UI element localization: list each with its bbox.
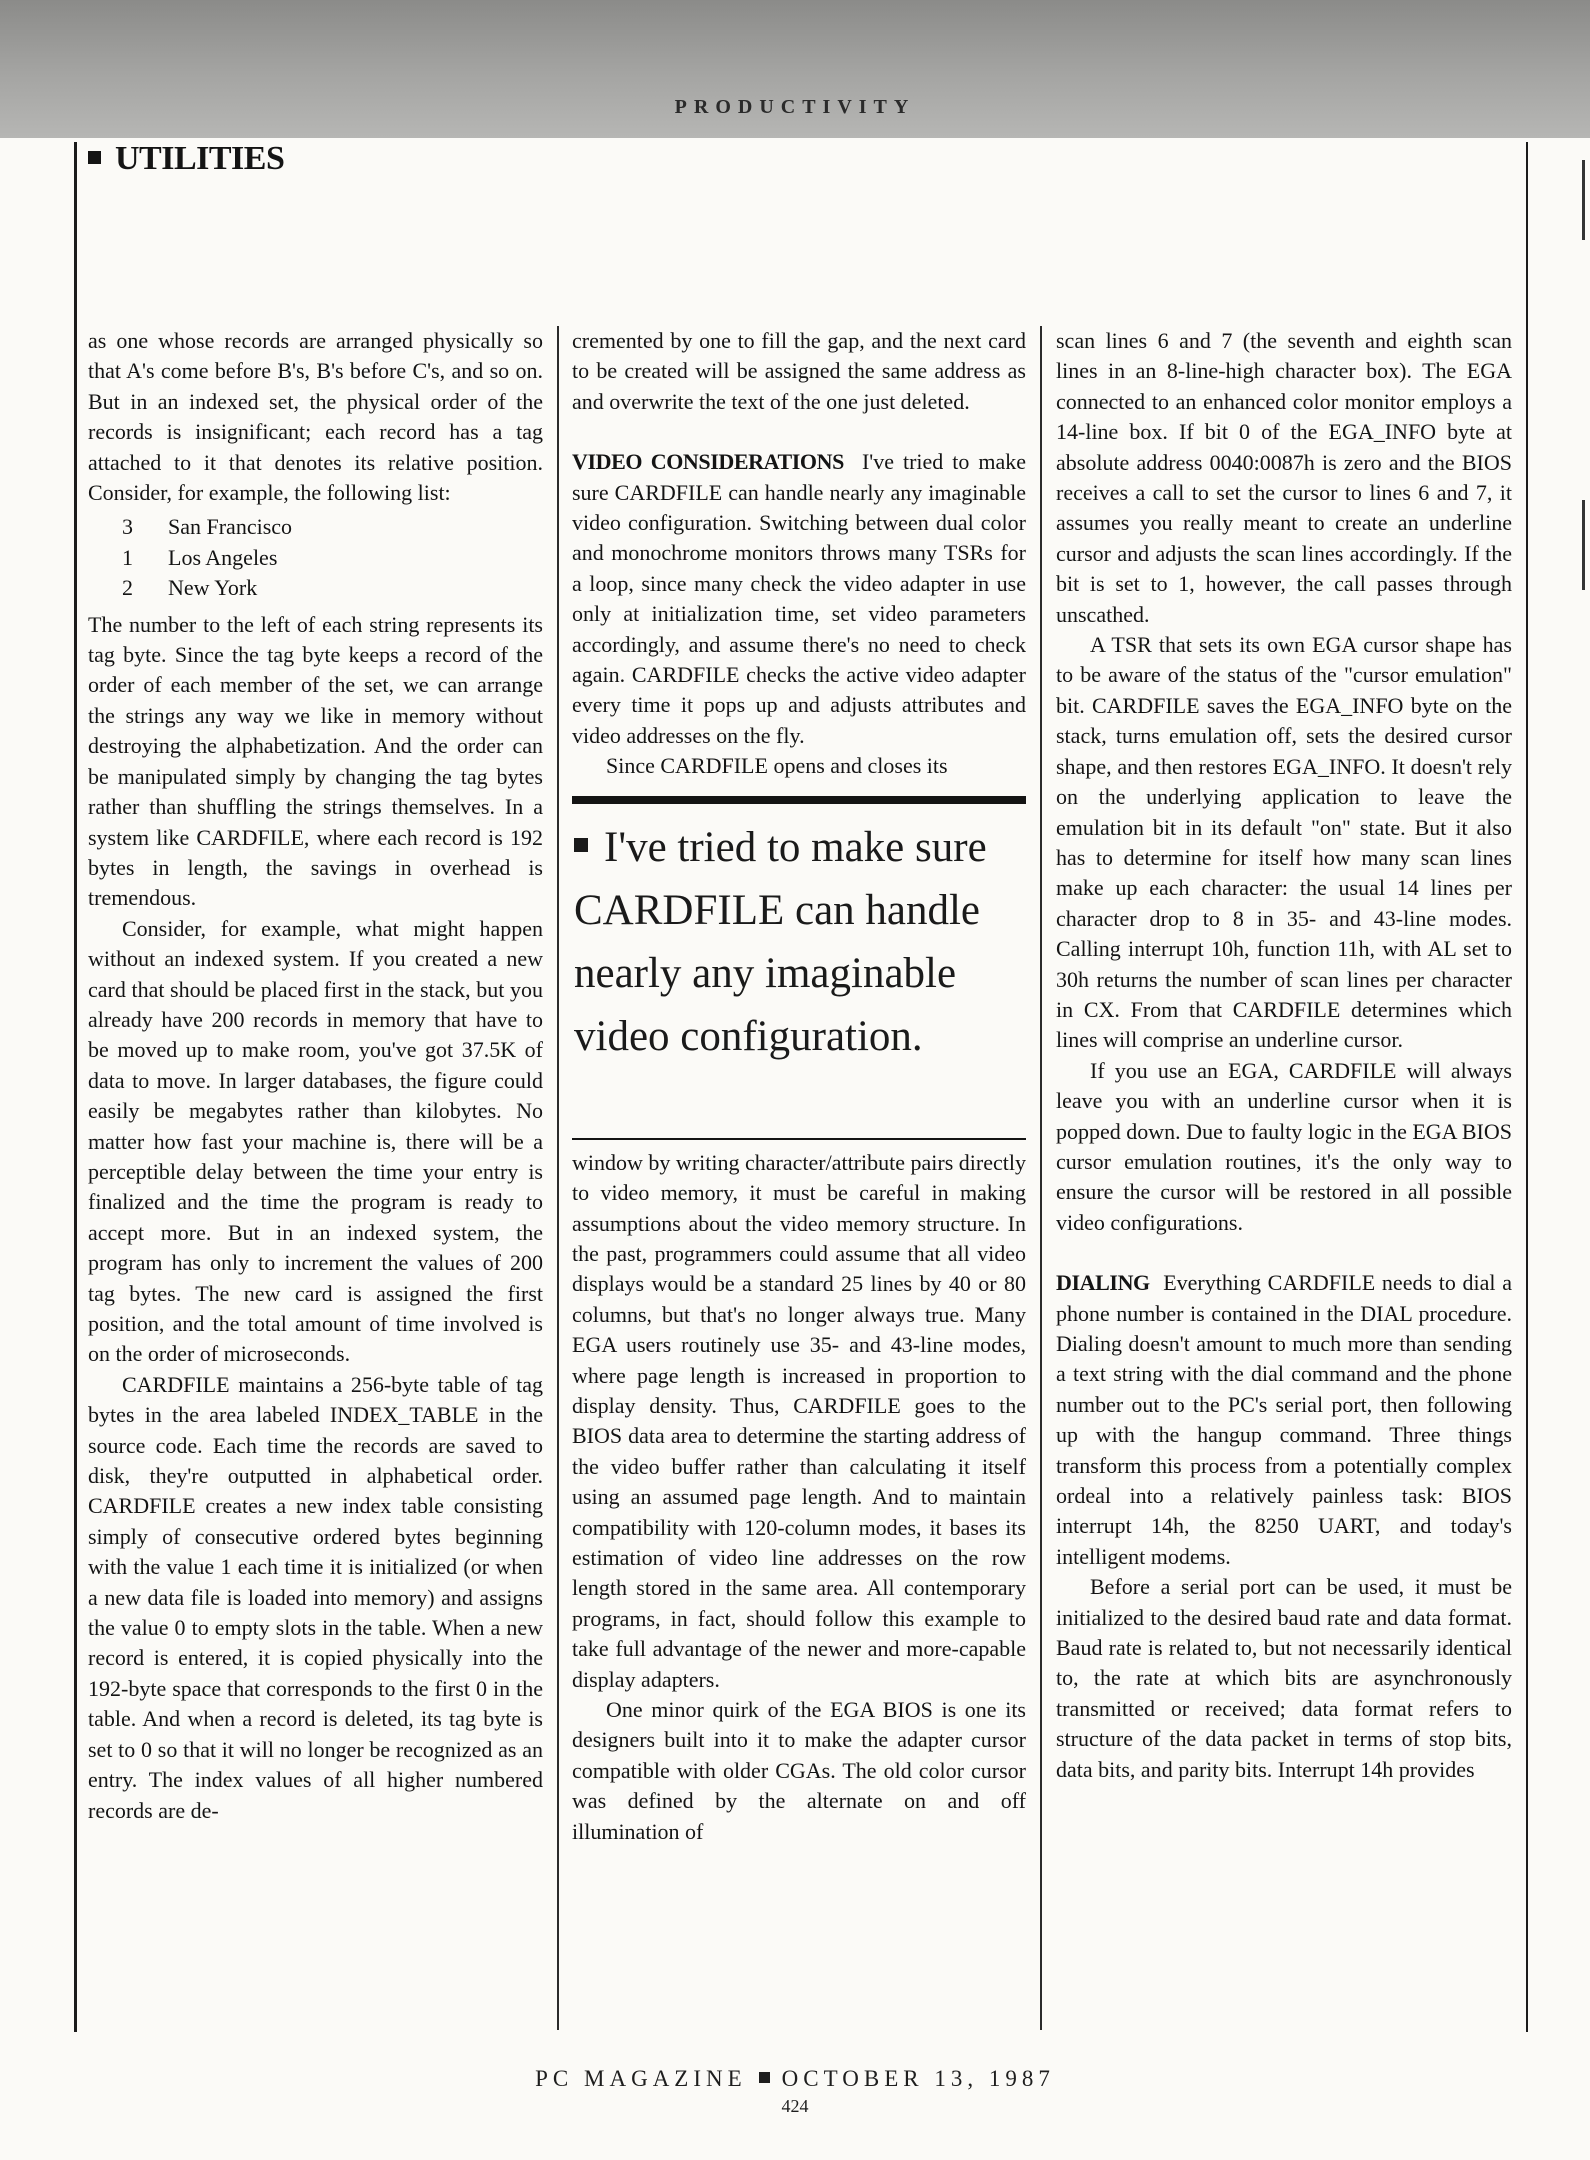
list-item — [122, 543, 543, 573]
column-divider — [1040, 326, 1042, 2030]
department-title: UTILITIES — [115, 140, 285, 177]
article-column-2 — [572, 326, 1026, 2030]
column-divider — [557, 326, 559, 2030]
edge-mark — [1582, 500, 1585, 590]
square-bullet-icon — [574, 838, 588, 852]
subhead-dialing: DIALING — [1056, 1270, 1150, 1296]
list-city: San Francisco — [168, 514, 293, 540]
paragraph: as one whose records are arranged physically so that A's come before B's, B's before C's, and so on. But in an indexed set, the physical order of the records is insignificant; each record has a tag attached to it that denotes its relative position. Consider, for example, the following list: — [88, 328, 543, 506]
paragraph — [1056, 1268, 1512, 1572]
list-city: Los Angeles — [168, 544, 278, 570]
paragraph-text: Everything CARDFILE needs to dial a phone number is contained in the DIAL procedure. Dialing doesn't amount to much more than sending a text string with the dial command and the phone number out to the PC's serial port, then following up with the hangup command. Three things transform this process from a potentially complex ordeal into a relatively painless task: BIOS interrupt 14h, the 8250 UART, and today's intelligent modems. — [1056, 1270, 1512, 1569]
paragraph: If you use an EGA, CARDFILE will always leave you with an underline cursor when it is popped down. Due to faulty logic in the EGA BIOS cursor emulation routines, it's the only way to ensure the cursor will be restored in all possible video configurations. — [1056, 1057, 1512, 1235]
page-number: 424 — [781, 2096, 809, 2116]
left-rule — [74, 142, 77, 2032]
list-number: 3 — [122, 514, 133, 540]
tag-list — [88, 512, 543, 603]
paragraph: Consider, for example, what might happen without an indexed system. If you created a new card that should be placed first in the stack, but you already have 200 records in memory that have to be moved up to make room, you've got 37.5K of data to move. In larger databases, the figure could easily be megabytes rather than kilobytes. No matter how fast your machine is, there will be a perceptible delay between the time your entry is finalized and the time the program is ready to accept more. But in an indexed system, the program has only to increment the values of 200 tag bytes. The new card is assigned the first position, and the total amount of time involved is on the order of microseconds. — [88, 915, 543, 1367]
list-number: 2 — [122, 575, 133, 601]
paragraph: Before a serial port can be used, it must be initialized to the desired baud rate and data format. Baud rate is related to, but not necessarily identical to, the rate at which bits are asynchronously transmitted or received; data format refers to structure of the data packet in terms of stop bits, data bits, and parity bits. Interrupt 14h provides — [1056, 1574, 1512, 1782]
footer-date: OCTOBER 13, 1987 — [781, 2066, 1055, 2091]
list-city: New York — [168, 575, 258, 601]
section-label: PRODUCTIVITY — [674, 96, 916, 118]
paragraph — [572, 447, 1026, 751]
pull-quote-text: I've tried to make sure CARDFILE can handle nearly any imaginable video configuration. — [574, 823, 987, 1060]
list-item — [122, 573, 543, 603]
list-number: 1 — [122, 544, 133, 570]
pull-quote — [572, 796, 1026, 1140]
right-rule — [1526, 142, 1528, 2032]
footer-magazine: PC MAGAZINE — [535, 2066, 747, 2091]
paragraph: One minor quirk of the EGA BIOS is one its designers built into it to make the adapter cursor compatible with older CGAs. The old color cursor was defined by the alternate on and off illumination of — [572, 1697, 1026, 1844]
paragraph: CARDFILE maintains a 256-byte table of tag bytes in the area labeled INDEX_TABLE in the source code. Each time the records are saved to disk, they're outputted in alphabetical order. CARDFILE creates a new index table consisting simply of consecutive ordered bytes beginning with the value 1 each time it is initialized (or when a new data file is loaded into memory) and assigns the value 0 to empty slots in the table. When a new record is entered, it is copied physically into the 192-byte space that corresponds to the first 0 in the table. And when a record is deleted, its tag byte is set to 0 so that it will no longer be recognized as an entry. The index values of all higher numbered records are de- — [88, 1371, 543, 1823]
square-bullet-icon — [759, 2072, 770, 2083]
paragraph: cremented by one to fill the gap, and the next card to be created will be assigned the same address as and overwrite the text of the one just deleted. — [572, 328, 1026, 414]
square-bullet-icon — [88, 151, 101, 164]
article-column-1 — [88, 326, 543, 2030]
article-column-3 — [1056, 326, 1512, 2030]
page-footer — [0, 2066, 1590, 2092]
paragraph: Since CARDFILE opens and closes its — [606, 753, 948, 779]
paragraph: A TSR that sets its own EGA cursor shape has to be aware of the status of the "cursor emulation" bit. CARDFILE saves the EGA_INFO byte on the stack, turns emulation off, sets the desired cursor shape, and then restores EGA_INFO. It doesn't rely on the underlying application to leave the emulation bit in its default "on" state. But it also has to determine for itself how many scan lines make up each character: the usual 14 lines per character drop to 8 in 35- and 43-line modes. Calling interrupt 10h, function 11h, with AL set to 30h returns the number of scan lines per character in CX. From that CARDFILE determines which lines will comprise an underline cursor. — [1056, 632, 1512, 1053]
department-heading — [88, 140, 284, 178]
paragraph: The number to the left of each string represents its tag byte. Since the tag byte keeps a record of the order of each member of the set, we can arrange the strings any way we like in memory without destroying the alphabetization. And the order can be manipulated simply by changing the tag bytes rather than shuffling the strings themselves. In a system like CARDFILE, where each record is 192 bytes in length, the savings in overhead is tremendous. — [88, 611, 543, 911]
list-item — [122, 512, 543, 542]
paragraph-text: I've tried to make sure CARDFILE can handle nearly any imaginable video configuration. Switching between dual color and monochrome monitors throws many TSRs for a loop, since many check the video adapter in use only at initialization time, set video parameters accordingly, and assume there's no need to check again. CARDFILE checks the active video adapter every time it pops up and adjusts attributes and video addresses on the fly. — [572, 449, 1026, 748]
subhead-video: VIDEO CONSIDERATIONS — [572, 449, 844, 475]
edge-mark — [1582, 160, 1585, 240]
paragraph: scan lines 6 and 7 (the seventh and eighth scan lines in an 8-line-high character box). The EGA connected to an enhanced color monitor employs a 14-line box. If bit 0 of the EGA_INFO byte at absolute address 0040:0087h is zero and the BIOS receives a call to set the cursor to lines 6 and 7, it assumes you really meant to create an underline cursor and adjusts the scan lines accordingly. If the bit is set to 1, however, the call passes through unscathed. — [1056, 328, 1512, 627]
paragraph: window by writing character/attribute pairs directly to video memory, it must be careful in making assumptions about the video memory structure. In the past, programmers could assume that all video displays would be a standard 25 lines by 40 or 80 columns, but that's no longer always true. Many EGA users routinely use 35- and 43-line modes, where page length is increased in proportion to display density. Thus, CARDFILE goes to the BIOS data area to determine the starting address of the video buffer rather than calculating it itself using an assumed page length. And to maintain compatibility with 120-column modes, it bases its estimation of video line addresses on the row length stored in the same area. All contemporary programs, in fact, should follow this example to take full advantage of the newer and more-capable display adapters. — [572, 1149, 1026, 1692]
